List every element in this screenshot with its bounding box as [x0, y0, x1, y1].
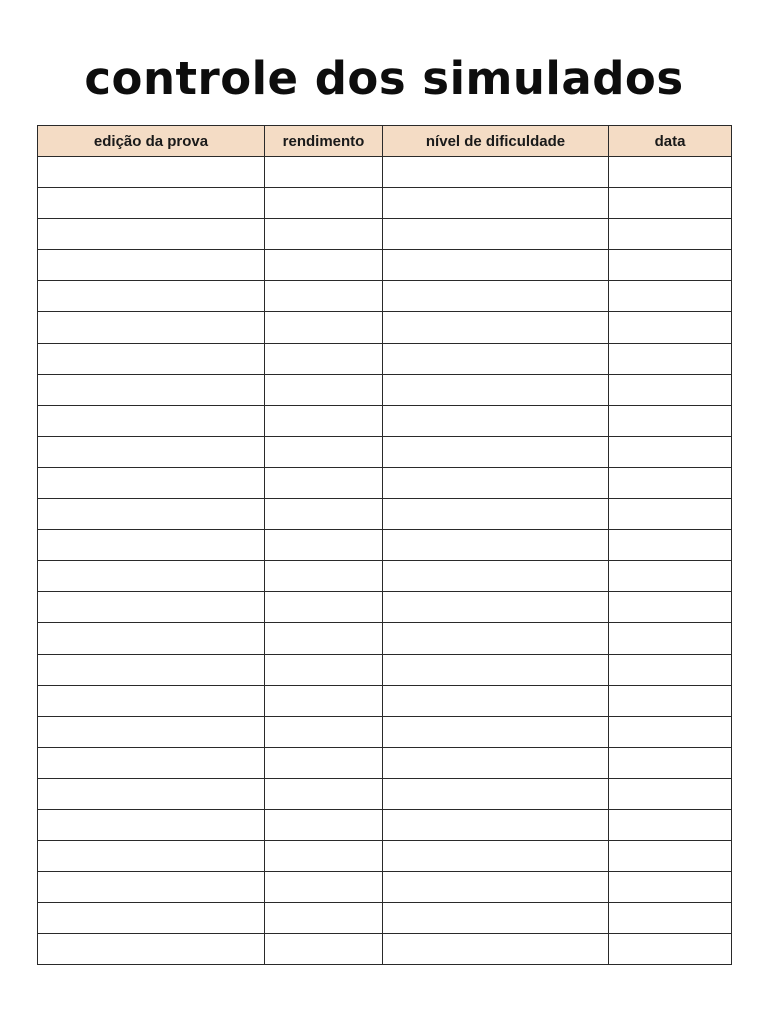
- table-row: [38, 188, 732, 219]
- cell-nivel-de-dificuldade[interactable]: [383, 499, 609, 530]
- cell-nivel-de-dificuldade[interactable]: [383, 561, 609, 592]
- cell-nivel-de-dificuldade[interactable]: [383, 654, 609, 685]
- cell-nivel-de-dificuldade[interactable]: [383, 530, 609, 561]
- cell-edicao-da-prova[interactable]: [38, 561, 265, 592]
- cell-nivel-de-dificuldade[interactable]: [383, 467, 609, 498]
- cell-edicao-da-prova[interactable]: [38, 374, 265, 405]
- cell-data[interactable]: [609, 778, 732, 809]
- cell-rendimento[interactable]: [265, 499, 383, 530]
- table-row: [38, 841, 732, 872]
- table-row: [38, 623, 732, 654]
- cell-data[interactable]: [609, 685, 732, 716]
- table-row: [38, 436, 732, 467]
- header-data: data: [609, 126, 732, 157]
- table-row: [38, 467, 732, 498]
- cell-data[interactable]: [609, 312, 732, 343]
- cell-data[interactable]: [609, 250, 732, 281]
- cell-edicao-da-prova[interactable]: [38, 281, 265, 312]
- table-body: [38, 157, 732, 965]
- table-row: [38, 312, 732, 343]
- cell-nivel-de-dificuldade[interactable]: [383, 188, 609, 219]
- cell-data[interactable]: [609, 747, 732, 778]
- table-row: [38, 499, 732, 530]
- cell-edicao-da-prova[interactable]: [38, 157, 265, 188]
- cell-nivel-de-dificuldade[interactable]: [383, 343, 609, 374]
- cell-data[interactable]: [609, 405, 732, 436]
- cell-edicao-da-prova[interactable]: [38, 778, 265, 809]
- page-title: controle dos simulados: [84, 52, 684, 105]
- table-row: [38, 747, 732, 778]
- table-row: [38, 281, 732, 312]
- cell-edicao-da-prova[interactable]: [38, 809, 265, 840]
- table-row: [38, 809, 732, 840]
- table-row: [38, 219, 732, 250]
- header-nivel-de-dificuldade: nível de dificuldade: [383, 126, 609, 157]
- cell-nivel-de-dificuldade[interactable]: [383, 809, 609, 840]
- table-row: [38, 343, 732, 374]
- cell-edicao-da-prova[interactable]: [38, 312, 265, 343]
- cell-edicao-da-prova[interactable]: [38, 934, 265, 965]
- cell-data[interactable]: [609, 157, 732, 188]
- cell-data[interactable]: [609, 219, 732, 250]
- cell-data[interactable]: [609, 188, 732, 219]
- cell-nivel-de-dificuldade[interactable]: [383, 219, 609, 250]
- table-row: [38, 405, 732, 436]
- cell-nivel-de-dificuldade[interactable]: [383, 716, 609, 747]
- table-row: [38, 654, 732, 685]
- table-row: [38, 685, 732, 716]
- table-row: [38, 592, 732, 623]
- cell-rendimento[interactable]: [265, 157, 383, 188]
- cell-rendimento[interactable]: [265, 250, 383, 281]
- table-row: [38, 903, 732, 934]
- header-edicao-da-prova: edição da prova: [38, 126, 265, 157]
- cell-rendimento[interactable]: [265, 374, 383, 405]
- table-row: [38, 934, 732, 965]
- cell-rendimento[interactable]: [265, 312, 383, 343]
- cell-edicao-da-prova[interactable]: [38, 250, 265, 281]
- cell-data[interactable]: [609, 716, 732, 747]
- cell-nivel-de-dificuldade[interactable]: [383, 934, 609, 965]
- cell-rendimento[interactable]: [265, 841, 383, 872]
- cell-rendimento[interactable]: [265, 716, 383, 747]
- cell-nivel-de-dificuldade[interactable]: [383, 250, 609, 281]
- cell-rendimento[interactable]: [265, 467, 383, 498]
- cell-nivel-de-dificuldade[interactable]: [383, 872, 609, 903]
- cell-nivel-de-dificuldade[interactable]: [383, 312, 609, 343]
- cell-edicao-da-prova[interactable]: [38, 343, 265, 374]
- table-row: [38, 250, 732, 281]
- table-row: [38, 561, 732, 592]
- cell-rendimento[interactable]: [265, 809, 383, 840]
- cell-edicao-da-prova[interactable]: [38, 219, 265, 250]
- cell-nivel-de-dificuldade[interactable]: [383, 623, 609, 654]
- cell-nivel-de-dificuldade[interactable]: [383, 747, 609, 778]
- cell-rendimento[interactable]: [265, 281, 383, 312]
- cell-edicao-da-prova[interactable]: [38, 499, 265, 530]
- cell-rendimento[interactable]: [265, 903, 383, 934]
- cell-edicao-da-prova[interactable]: [38, 467, 265, 498]
- cell-nivel-de-dificuldade[interactable]: [383, 374, 609, 405]
- cell-nivel-de-dificuldade[interactable]: [383, 436, 609, 467]
- cell-rendimento[interactable]: [265, 219, 383, 250]
- cell-nivel-de-dificuldade[interactable]: [383, 685, 609, 716]
- cell-rendimento[interactable]: [265, 343, 383, 374]
- cell-rendimento[interactable]: [265, 592, 383, 623]
- cell-edicao-da-prova[interactable]: [38, 747, 265, 778]
- table-row: [38, 872, 732, 903]
- cell-rendimento[interactable]: [265, 778, 383, 809]
- cell-rendimento[interactable]: [265, 561, 383, 592]
- cell-rendimento[interactable]: [265, 530, 383, 561]
- cell-nivel-de-dificuldade[interactable]: [383, 841, 609, 872]
- cell-nivel-de-dificuldade[interactable]: [383, 157, 609, 188]
- cell-edicao-da-prova[interactable]: [38, 685, 265, 716]
- table-row: [38, 374, 732, 405]
- cell-rendimento[interactable]: [265, 934, 383, 965]
- cell-rendimento[interactable]: [265, 872, 383, 903]
- table-header-row: [38, 126, 732, 157]
- table-row: [38, 716, 732, 747]
- cell-data[interactable]: [609, 467, 732, 498]
- cell-data[interactable]: [609, 841, 732, 872]
- cell-data[interactable]: [609, 343, 732, 374]
- cell-nivel-de-dificuldade[interactable]: [383, 903, 609, 934]
- cell-edicao-da-prova[interactable]: [38, 654, 265, 685]
- cell-edicao-da-prova[interactable]: [38, 592, 265, 623]
- cell-data[interactable]: [609, 903, 732, 934]
- cell-nivel-de-dificuldade[interactable]: [383, 281, 609, 312]
- cell-data[interactable]: [609, 592, 732, 623]
- cell-edicao-da-prova[interactable]: [38, 405, 265, 436]
- cell-data[interactable]: [609, 809, 732, 840]
- cell-data[interactable]: [609, 934, 732, 965]
- cell-data[interactable]: [609, 436, 732, 467]
- header-rendimento: rendimento: [265, 126, 383, 157]
- cell-nivel-de-dificuldade[interactable]: [383, 592, 609, 623]
- cell-data[interactable]: [609, 499, 732, 530]
- cell-edicao-da-prova[interactable]: [38, 188, 265, 219]
- cell-edicao-da-prova[interactable]: [38, 903, 265, 934]
- cell-rendimento[interactable]: [265, 405, 383, 436]
- cell-rendimento[interactable]: [265, 436, 383, 467]
- cell-edicao-da-prova[interactable]: [38, 841, 265, 872]
- cell-edicao-da-prova[interactable]: [38, 623, 265, 654]
- table-row: [38, 157, 732, 188]
- cell-nivel-de-dificuldade[interactable]: [383, 405, 609, 436]
- cell-rendimento[interactable]: [265, 747, 383, 778]
- cell-edicao-da-prova[interactable]: [38, 872, 265, 903]
- cell-edicao-da-prova[interactable]: [38, 716, 265, 747]
- cell-data[interactable]: [609, 872, 732, 903]
- cell-edicao-da-prova[interactable]: [38, 530, 265, 561]
- cell-rendimento[interactable]: [265, 188, 383, 219]
- cell-nivel-de-dificuldade[interactable]: [383, 778, 609, 809]
- cell-rendimento[interactable]: [265, 654, 383, 685]
- cell-edicao-da-prova[interactable]: [38, 436, 265, 467]
- cell-rendimento[interactable]: [265, 685, 383, 716]
- cell-data[interactable]: [609, 623, 732, 654]
- simulados-table: [37, 125, 732, 965]
- cell-rendimento[interactable]: [265, 623, 383, 654]
- cell-data[interactable]: [609, 654, 732, 685]
- cell-data[interactable]: [609, 530, 732, 561]
- cell-data[interactable]: [609, 281, 732, 312]
- cell-data[interactable]: [609, 374, 732, 405]
- table-row: [38, 778, 732, 809]
- table-row: [38, 530, 732, 561]
- cell-data[interactable]: [609, 561, 732, 592]
